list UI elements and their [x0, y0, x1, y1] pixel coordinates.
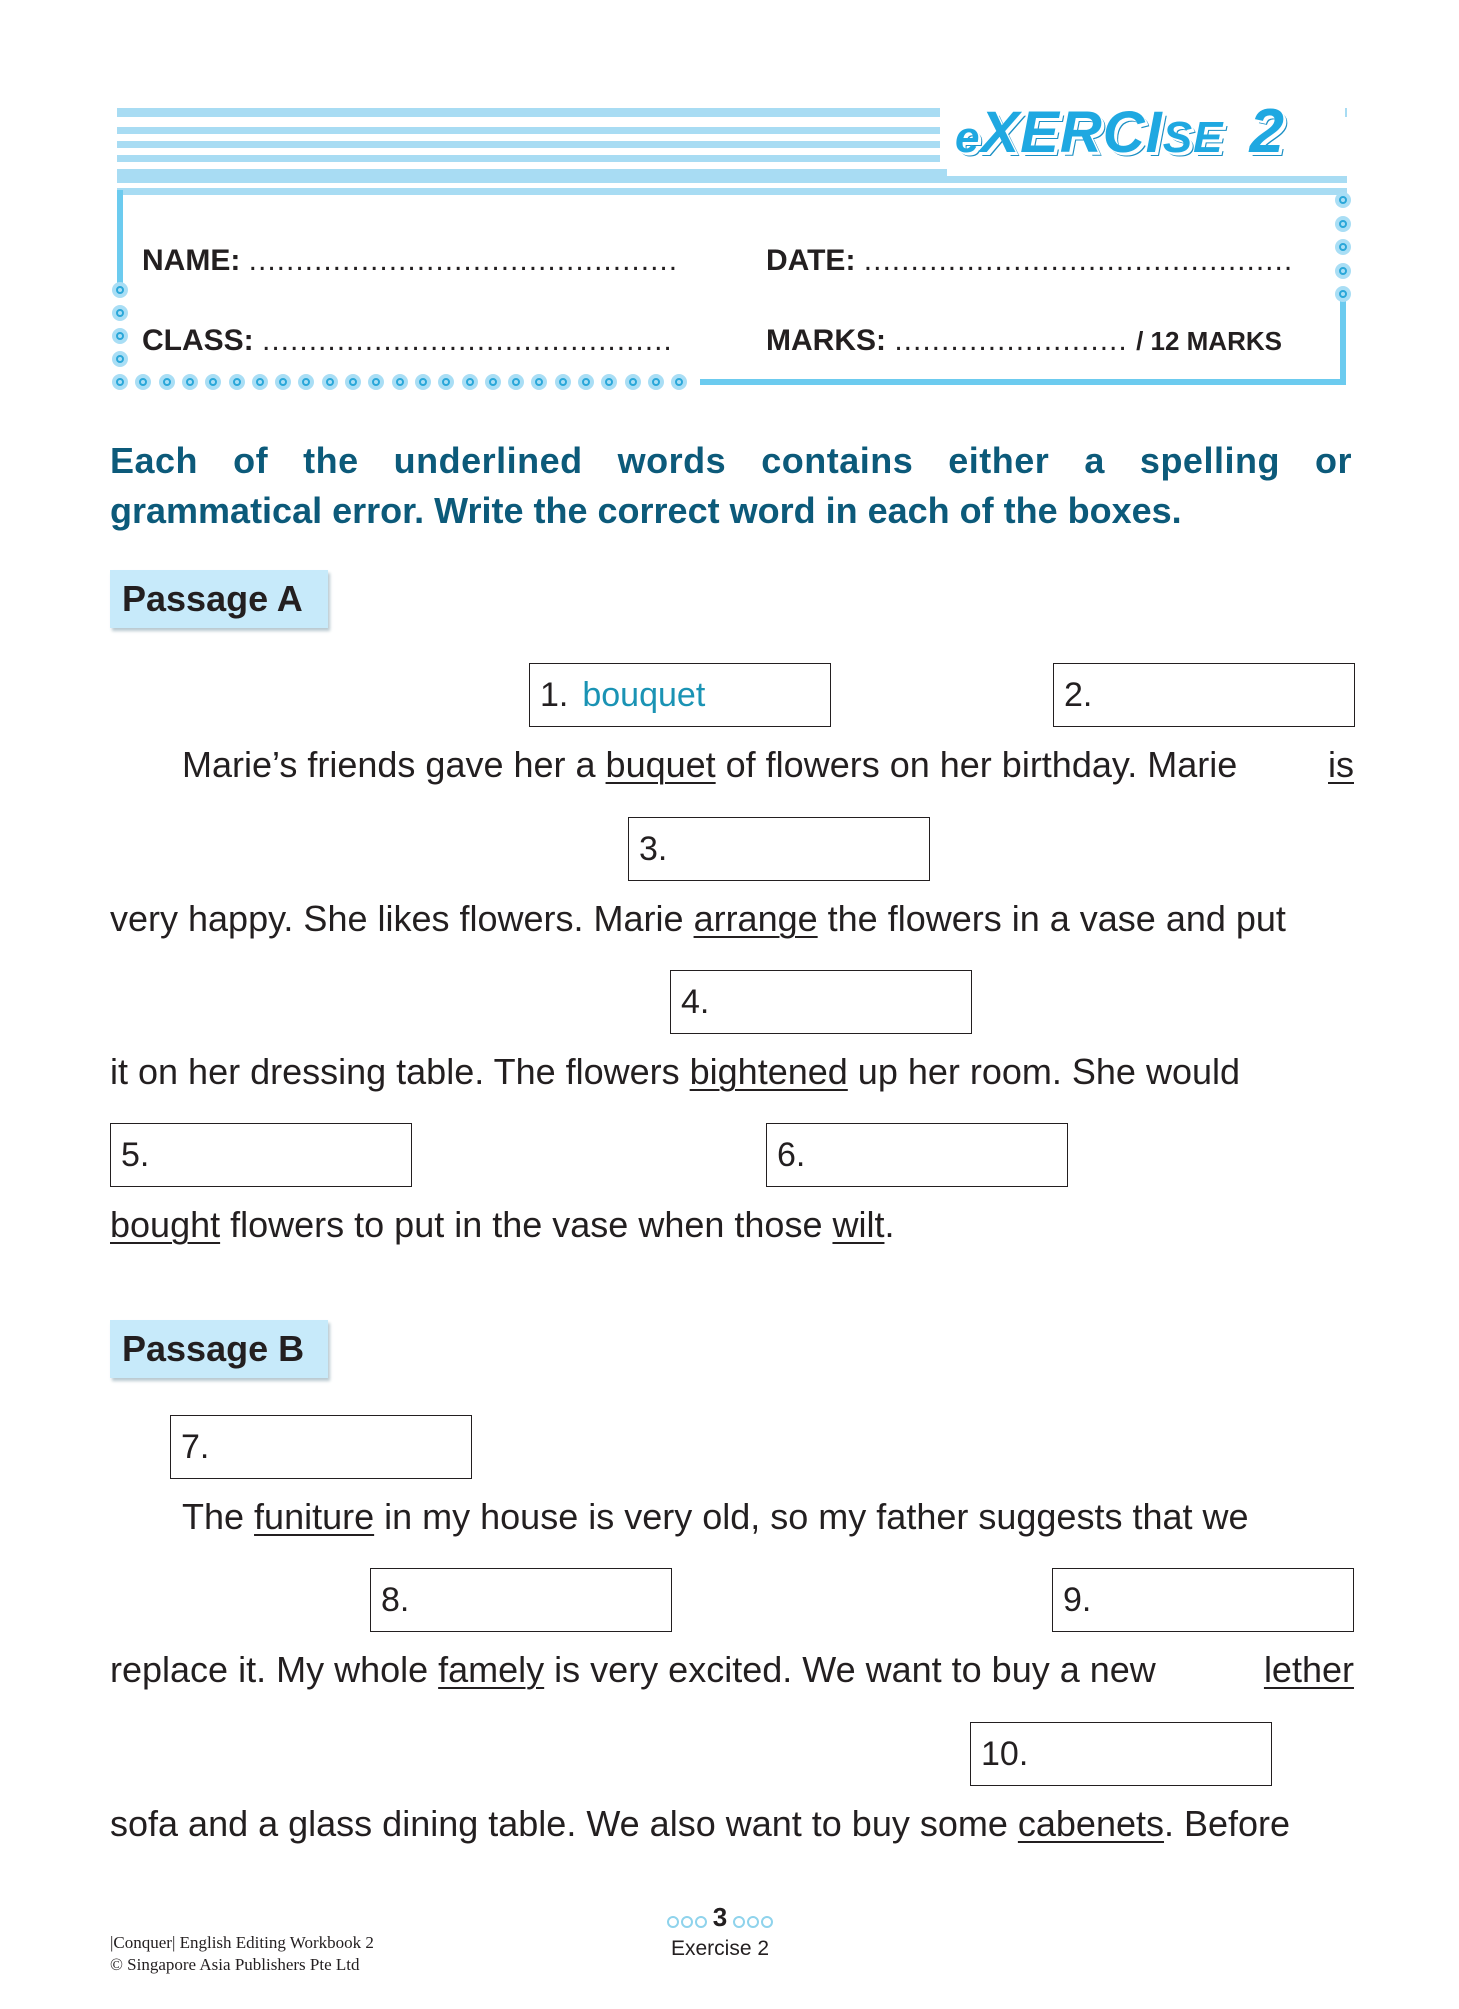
underlined-error-word: famely	[438, 1649, 545, 1690]
dot-icon	[671, 374, 687, 390]
footer-publisher	[110, 1932, 374, 1976]
instruction-word: underlined	[393, 440, 583, 481]
dot-icon	[205, 374, 221, 390]
marks-dotted-line[interactable]: .........................	[894, 324, 1128, 357]
passage-a-line-2: very happy. She likes flowers. Marie arrange the flowers in a vase and put	[110, 898, 1286, 939]
frame-left-border	[117, 190, 123, 290]
underlined-error-word: funiture	[254, 1496, 375, 1537]
page-dot-icon	[695, 1916, 707, 1928]
page-dot-icon	[733, 1916, 745, 1928]
stripe	[117, 127, 947, 134]
dot-icon	[625, 374, 641, 390]
instruction-word: either	[948, 440, 1050, 481]
dot-icon	[368, 374, 384, 390]
passage-a-line-4: bought flowers to put in the vase when those wilt.	[110, 1204, 895, 1245]
dot-icon	[578, 374, 594, 390]
instruction-word: or	[1314, 440, 1352, 481]
instruction-word: the	[303, 440, 359, 481]
stripe	[117, 155, 947, 162]
marks-total: / 12 MARKS	[1136, 326, 1282, 356]
text: Marie’s friends gave her a buquet of flowers on her birthday. Marie	[182, 744, 1238, 785]
exercise-title	[955, 96, 1285, 167]
answer-box-2[interactable]	[1053, 663, 1355, 727]
dot-icon	[112, 374, 128, 390]
name-field[interactable]	[142, 244, 678, 278]
page-dot-icon	[747, 1916, 759, 1928]
instructions	[110, 436, 1352, 536]
dot-icon	[345, 374, 361, 390]
date-dotted-line[interactable]: ..............................................	[863, 244, 1294, 277]
title-part: XERCI	[980, 100, 1163, 165]
dot-icon	[1335, 216, 1351, 232]
frame-bottom-border	[700, 379, 1346, 385]
dot-icon	[112, 282, 128, 298]
instruction-line-1	[110, 436, 1352, 486]
box-number: 6.	[777, 1136, 806, 1174]
answer-box-1[interactable]	[529, 663, 831, 727]
dot-icon	[1335, 286, 1351, 302]
passage-b-line-2: replace it. My whole famely is very excited. We want to buy a new lether	[110, 1649, 1354, 1690]
dot-icon	[601, 374, 617, 390]
dot-icon	[438, 374, 454, 390]
passage-a-line-3: it on her dressing table. The flowers bightened up her room. She would	[110, 1051, 1241, 1092]
box-number: 8.	[381, 1581, 410, 1619]
instruction-word: contains	[761, 440, 914, 481]
marks-label: MARKS:	[766, 324, 886, 357]
instruction-word: of	[233, 440, 269, 481]
passage-b-line-1: The funiture in my house is very old, so my father suggests that we	[182, 1496, 1249, 1537]
dot-icon	[112, 351, 128, 367]
underlined-error-word: buquet	[605, 744, 716, 785]
answer-box-5[interactable]	[110, 1123, 412, 1187]
dot-icon	[1335, 263, 1351, 279]
passage-a-label: Passage A	[110, 570, 328, 628]
dot-icon	[112, 328, 128, 344]
dot-icon	[229, 374, 245, 390]
dot-icon	[1335, 192, 1351, 208]
dot-icon	[322, 374, 338, 390]
dot-icon	[135, 374, 151, 390]
dot-icon	[555, 374, 571, 390]
underlined-error-word: wilt	[832, 1204, 885, 1245]
answer-box-9[interactable]	[1052, 1568, 1354, 1632]
instruction-word: words	[617, 440, 727, 481]
dot-icon	[648, 374, 664, 390]
answer-box-6[interactable]	[766, 1123, 1068, 1187]
underlined-error-word: bought	[110, 1204, 221, 1245]
footer-page	[640, 1902, 800, 1961]
copyright: © Singapore Asia Publishers Pte Ltd	[110, 1955, 360, 1974]
box-number: 10.	[981, 1735, 1029, 1773]
name-dotted-line[interactable]: ..............................................	[248, 244, 679, 277]
page-dot-icon	[681, 1916, 693, 1928]
answer-box-4[interactable]	[670, 970, 972, 1034]
section-label: Exercise 2	[670, 1937, 770, 1960]
box-number: 1.	[540, 676, 569, 714]
dot-icon	[252, 374, 268, 390]
date-label: DATE:	[766, 244, 856, 277]
dot-icon	[298, 374, 314, 390]
answer-box-10[interactable]	[970, 1722, 1272, 1786]
dot-icon	[485, 374, 501, 390]
dot-icon	[392, 374, 408, 390]
box-number: 3.	[639, 830, 668, 868]
underlined-error-word: is	[1328, 744, 1354, 785]
stripe	[117, 176, 1347, 183]
answer-box-7[interactable]	[170, 1415, 472, 1479]
page-number: 3	[712, 1902, 728, 1932]
box-number: 7.	[181, 1428, 210, 1466]
dot-icon	[275, 374, 291, 390]
dot-icon	[508, 374, 524, 390]
exercise-number: 2	[1249, 97, 1285, 166]
instruction-line-2: grammatical error. Write the correct word in each of the boxes.	[110, 490, 1182, 531]
box-number: 9.	[1063, 1581, 1092, 1619]
class-field[interactable]	[142, 324, 673, 358]
title-part: SE	[1162, 113, 1224, 162]
book-title: |Conquer| English Editing Workbook 2	[110, 1933, 374, 1952]
passage-b-label: Passage B	[110, 1320, 328, 1378]
box-number: 2.	[1064, 676, 1093, 714]
title-part: e	[955, 113, 981, 162]
stripe	[117, 188, 1347, 195]
box-number: 5.	[121, 1136, 150, 1174]
passage-a-line-1	[182, 743, 1354, 787]
dot-icon	[415, 374, 431, 390]
class-dotted-line[interactable]: ............................................	[262, 324, 673, 357]
class-label: CLASS:	[142, 324, 254, 357]
underlined-error-word: lether	[1263, 1649, 1354, 1690]
answer-text: bouquet	[582, 676, 706, 714]
page-dot-icon	[761, 1916, 773, 1928]
passage-b-line-3: sofa and a glass dining table. We also want to buy some cabenets. Before	[110, 1803, 1291, 1844]
stripe	[117, 141, 947, 148]
instruction-word: a	[1084, 440, 1105, 481]
marks-field[interactable]	[766, 324, 1282, 358]
underlined-error-word: bightened	[689, 1051, 848, 1092]
dot-icon	[1335, 239, 1351, 255]
frame-right-border	[1340, 290, 1346, 385]
page-dot-icon	[667, 1916, 679, 1928]
date-field[interactable]	[766, 244, 1293, 278]
name-label: NAME:	[142, 244, 241, 277]
answer-box-3[interactable]	[628, 817, 930, 881]
dot-icon	[182, 374, 198, 390]
dot-icon	[531, 374, 547, 390]
dot-icon	[159, 374, 175, 390]
answer-box-8[interactable]	[370, 1568, 672, 1632]
dot-icon	[112, 305, 128, 321]
instruction-word: spelling	[1139, 440, 1280, 481]
instruction-word: Each	[110, 440, 199, 481]
dot-icon	[462, 374, 478, 390]
box-number: 4.	[681, 983, 710, 1021]
stripe	[117, 169, 947, 176]
underlined-error-word: arrange	[693, 898, 818, 939]
underlined-error-word: cabenets	[1017, 1803, 1164, 1844]
